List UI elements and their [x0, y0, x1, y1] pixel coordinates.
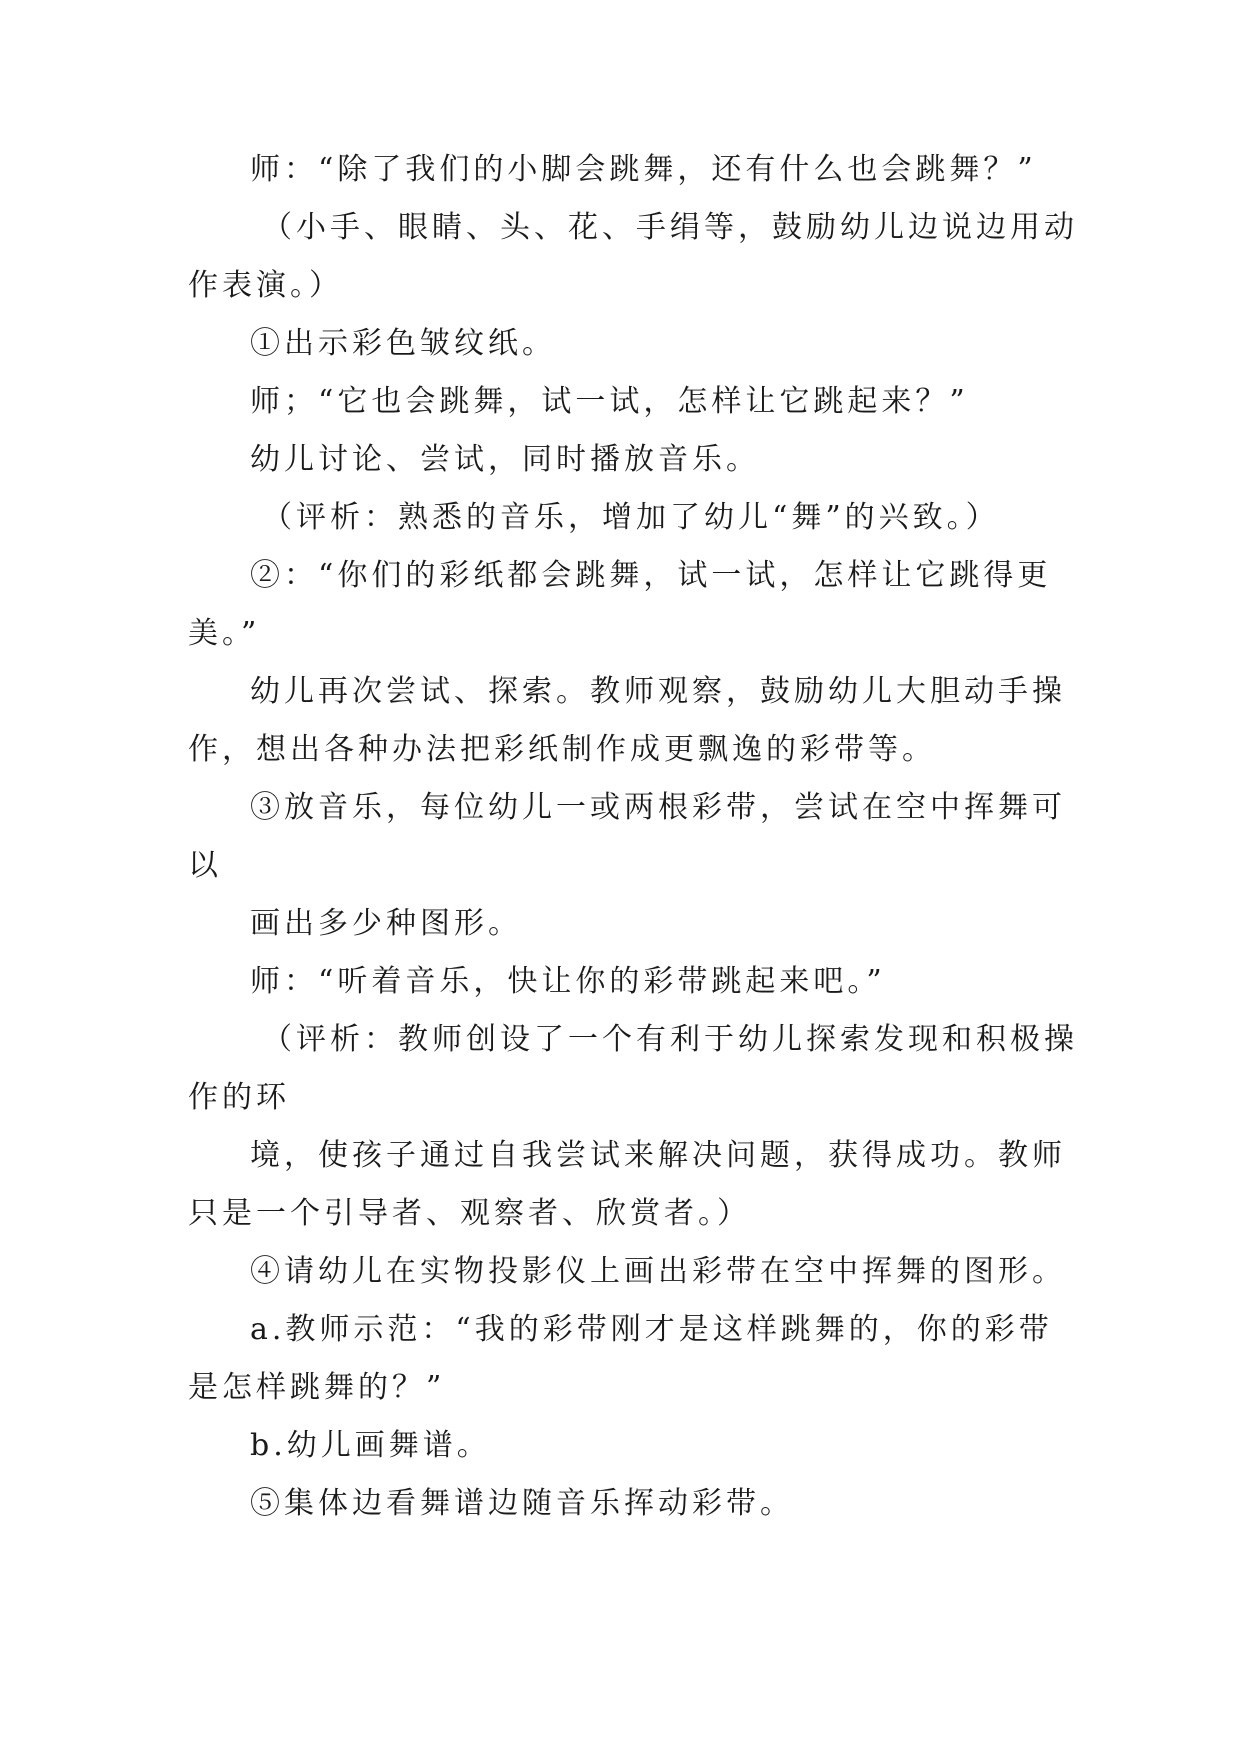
text-line: 师：“除了我们的小脚会跳舞，还有什么也会跳舞？”	[250, 152, 1037, 187]
text-line: （评析：熟悉的音乐，增加了幼儿“舞”的兴致。）	[262, 500, 1000, 535]
text-line: ④请幼儿在实物投影仪上画出彩带在空中挥舞的图形。	[250, 1254, 1066, 1289]
text-line: 只是一个引导者、观察者、欣赏者。）	[188, 1196, 751, 1231]
text-line: 师；“它也会跳舞，试一试，怎样让它跳起来？”	[250, 384, 969, 419]
text-line: 师：“听着音乐，快让你的彩带跳起来吧。”	[250, 964, 886, 999]
text-line: （小手、眼睛、头、花、手绢等，鼓励幼儿边说边用动	[262, 210, 1078, 245]
text-line: 以	[188, 848, 222, 883]
text-line: ⑤集体边看舞谱边随音乐挥动彩带。	[250, 1486, 794, 1521]
text-line: ③放音乐，每位幼儿一或两根彩带，尝试在空中挥舞可	[250, 790, 1066, 825]
text-line: 画出多少种图形。	[250, 906, 522, 941]
text-line: 是怎样跳舞的？”	[188, 1370, 446, 1405]
text-line: （评析：教师创设了一个有利于幼儿探索发现和积极操	[262, 1022, 1078, 1057]
text-line: ①出示彩色皱纹纸。	[250, 326, 556, 361]
text-line: 作，想出各种办法把彩纸制作成更飘逸的彩带等。	[188, 732, 936, 767]
text-line: 幼儿讨论、尝试，同时播放音乐。	[250, 442, 760, 477]
text-line: 作表演。）	[188, 268, 343, 303]
text-line: ②：“你们的彩纸都会跳舞，试一试，怎样让它跳得更	[250, 558, 1052, 593]
text-line: 境，使孩子通过自我尝试来解决问题，获得成功。教师	[250, 1138, 1066, 1173]
text-line: 作的环	[188, 1080, 290, 1115]
text-line: b.幼儿画舞谱。	[250, 1428, 491, 1463]
text-line: a.教师示范：“我的彩带刚才是这样跳舞的，你的彩带	[250, 1312, 1053, 1347]
text-line: 美。”	[188, 616, 261, 651]
text-line: 幼儿再次尝试、探索。教师观察，鼓励幼儿大胆动手操	[250, 674, 1066, 709]
